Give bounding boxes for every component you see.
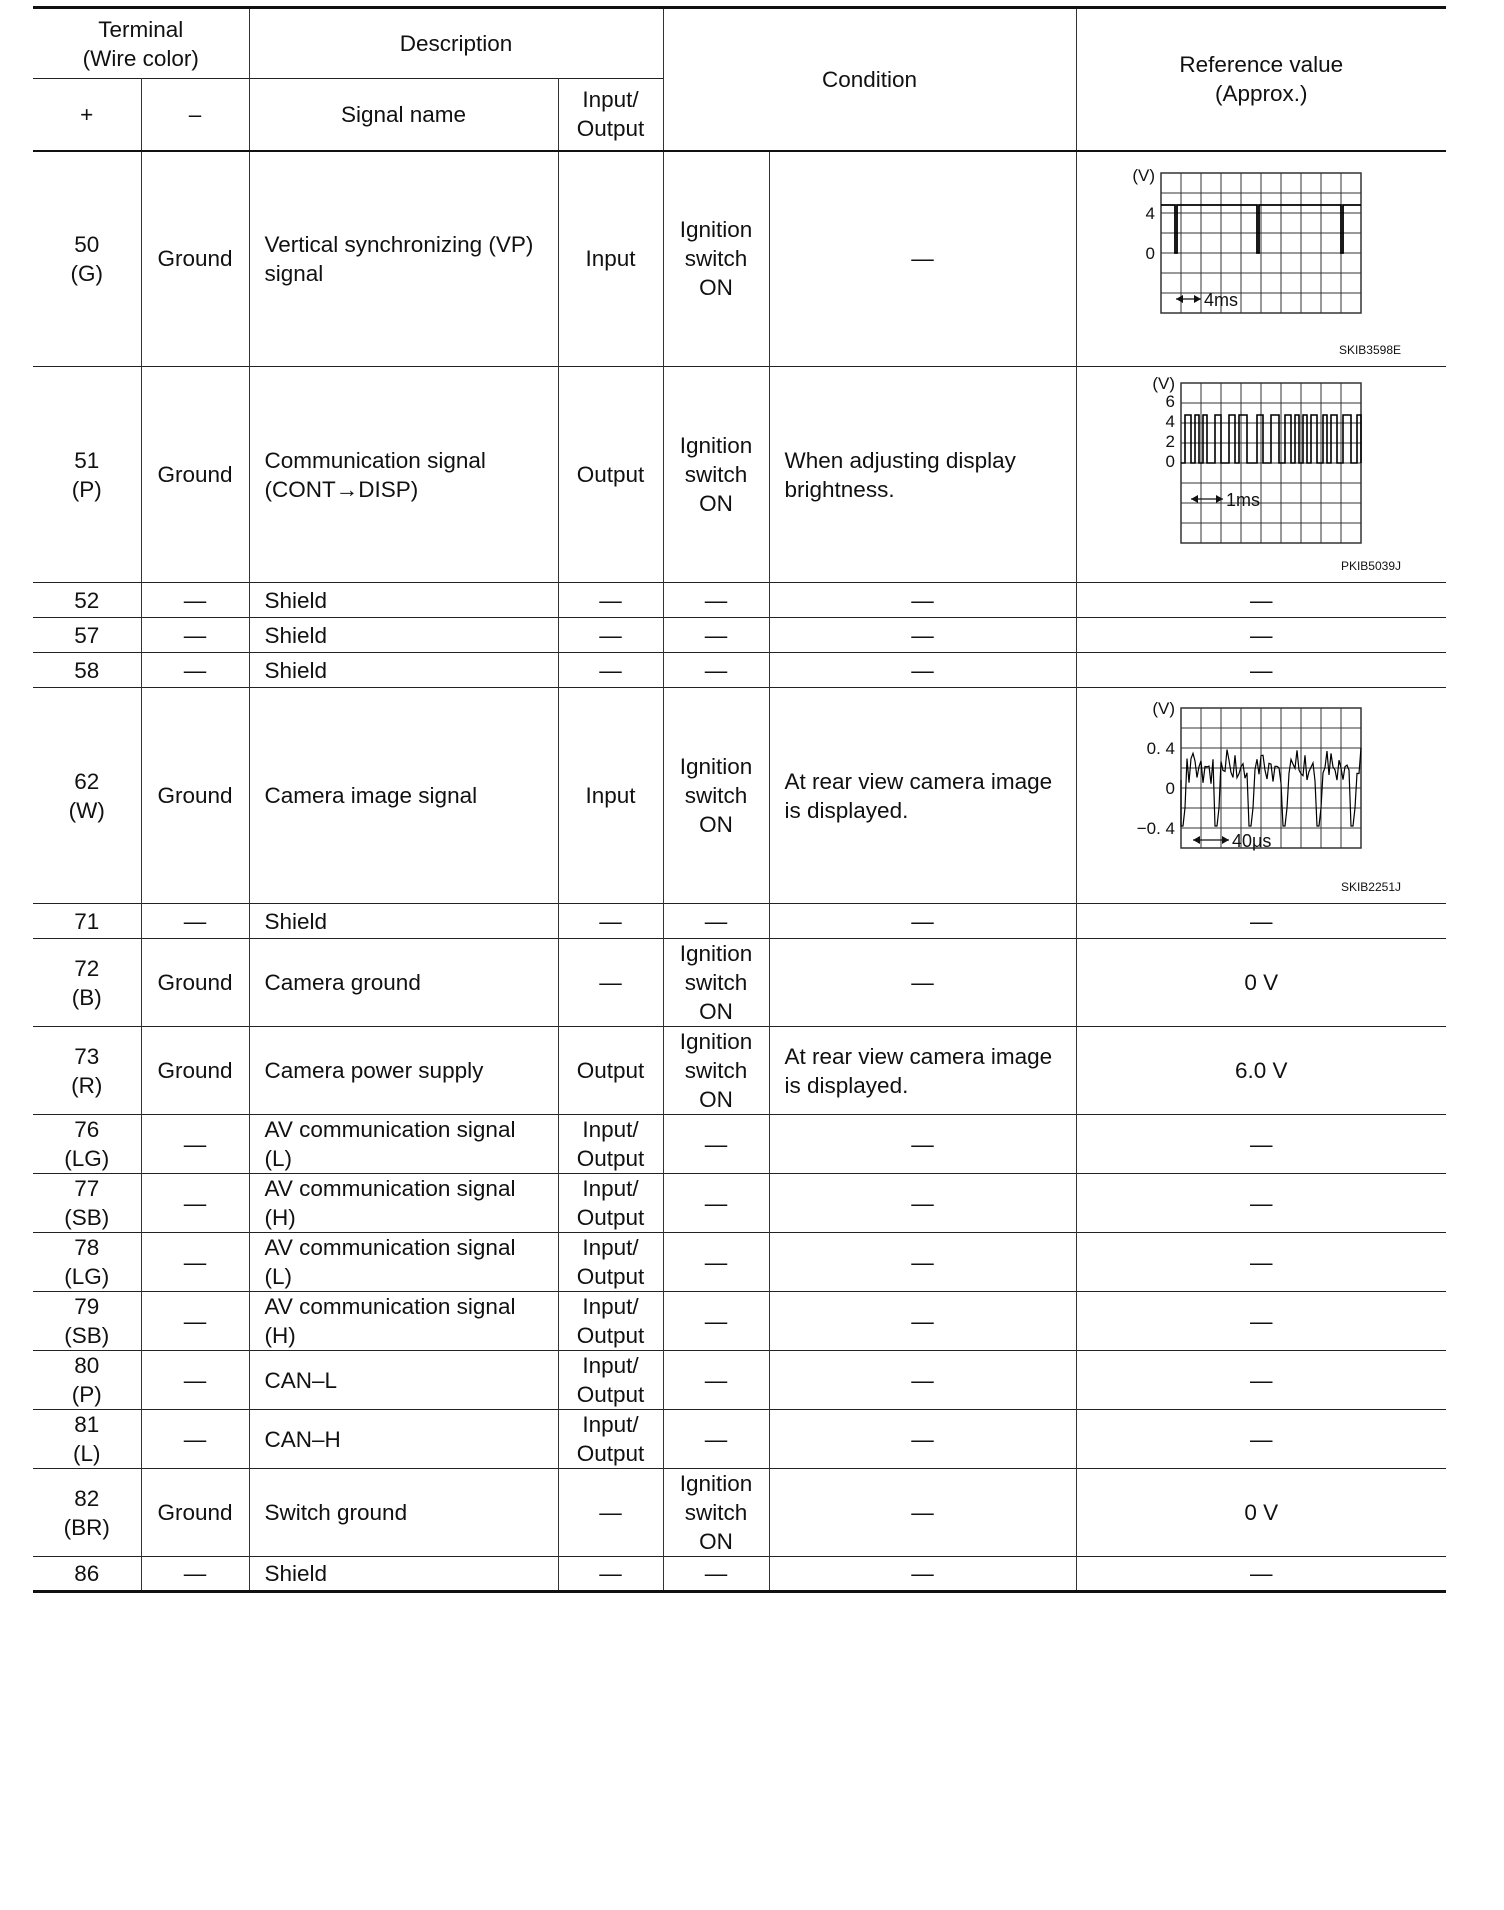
condition-detail-cell: When adjusting display brightness.	[769, 367, 1076, 583]
input-output-cell: Input	[558, 688, 663, 904]
table-row-15	[33, 1469, 1446, 1557]
condition-ignition-cell: Ignition switch ON	[663, 688, 769, 904]
reference-value-cell: —	[1076, 583, 1446, 618]
condition-detail-cell: —	[769, 1292, 1076, 1351]
table-row-16	[33, 1557, 1446, 1592]
terminal-minus-cell: Ground	[141, 939, 249, 1027]
table-row-13	[33, 1351, 1446, 1410]
signal-name-cell: Camera ground	[249, 939, 558, 1027]
camera-image-signal-waveform	[1111, 696, 1411, 896]
table-row-11	[33, 1233, 1446, 1292]
terminal-minus-cell: —	[141, 1115, 249, 1174]
terminal-minus-cell: Ground	[141, 151, 249, 367]
terminal-plus-cell: 52	[33, 583, 141, 618]
input-output-cell: Input/ Output	[558, 1174, 663, 1233]
condition-header: Condition	[663, 8, 1076, 151]
terminal-plus-cell: 58	[33, 653, 141, 688]
y-axis-label: 0	[1165, 778, 1176, 798]
condition-detail-cell: At rear view camera image is displayed.	[769, 688, 1076, 904]
reference-value-cell	[1076, 367, 1446, 583]
signal-name-cell: CAN–H	[249, 1410, 558, 1469]
reference-value-cell: 0 V	[1076, 1469, 1446, 1557]
signal-name-cell: AV communication signal (H)	[249, 1174, 558, 1233]
input-output-cell: —	[558, 618, 663, 653]
terminal-plus-cell: 80 (P)	[33, 1351, 141, 1410]
condition-ignition-cell: Ignition switch ON	[663, 939, 769, 1027]
reference-value-cell: —	[1076, 618, 1446, 653]
input-output-cell: —	[558, 583, 663, 618]
input-output-cell: —	[558, 653, 663, 688]
table-row-14	[33, 1410, 1446, 1469]
y-axis-label: 6	[1165, 391, 1176, 411]
table-row-8	[33, 1027, 1446, 1115]
time-scale-label: 1ms	[1226, 489, 1261, 510]
terminal-plus-cell: 57	[33, 618, 141, 653]
condition-ignition-cell: —	[663, 653, 769, 688]
reference-value-cell: —	[1076, 1233, 1446, 1292]
time-scale-marker	[1193, 836, 1229, 844]
signal-name-cell: Camera image signal	[249, 688, 558, 904]
table-row-1	[33, 367, 1446, 583]
terminal-plus-cell: 81 (L)	[33, 1410, 141, 1469]
input-output-cell: Input	[558, 151, 663, 367]
terminal-reference-table-sheet	[33, 6, 1446, 1593]
scope-grid	[1181, 708, 1361, 848]
table-row-7	[33, 939, 1446, 1027]
condition-ignition-cell: Ignition switch ON	[663, 367, 769, 583]
condition-detail-cell: —	[769, 1351, 1076, 1410]
condition-ignition-cell: —	[663, 618, 769, 653]
y-axis-label: 4	[1165, 411, 1176, 431]
condition-ignition-cell: —	[663, 1410, 769, 1469]
input-output-cell: Input/ Output	[558, 1351, 663, 1410]
signal-name-cell: Shield	[249, 618, 558, 653]
input-output-header: Input/ Output	[558, 79, 663, 151]
figure-reference-code: SKIB3598E	[1339, 342, 1402, 357]
signal-name-cell: Shield	[249, 1557, 558, 1592]
input-output-cell: Output	[558, 1027, 663, 1115]
y-axis-label: 2	[1165, 431, 1176, 451]
terminal-minus-cell: —	[141, 904, 249, 939]
y-axis-label: 0	[1165, 451, 1176, 471]
reference-value-cell: —	[1076, 1351, 1446, 1410]
reference-value-cell: —	[1076, 1410, 1446, 1469]
time-scale-marker	[1191, 495, 1223, 503]
terminal-plus-cell: 76 (LG)	[33, 1115, 141, 1174]
condition-detail-cell: —	[769, 1410, 1076, 1469]
table-row-0	[33, 151, 1446, 367]
terminal-plus-cell: 71	[33, 904, 141, 939]
terminal-plus-cell: 78 (LG)	[33, 1233, 141, 1292]
terminal-plus-cell: 79 (SB)	[33, 1292, 141, 1351]
terminal-minus-cell: —	[141, 653, 249, 688]
signal-name-cell: Shield	[249, 653, 558, 688]
condition-ignition-cell: —	[663, 1174, 769, 1233]
voltage-unit-label: (V)	[1152, 374, 1176, 393]
reference-value-cell: —	[1076, 653, 1446, 688]
terminal-header: Terminal (Wire color)	[33, 8, 249, 79]
figure-reference-code: PKIB5039J	[1341, 558, 1402, 573]
signal-name-cell: Camera power supply	[249, 1027, 558, 1115]
reference-value-cell	[1076, 151, 1446, 367]
input-output-cell: Output	[558, 367, 663, 583]
condition-ignition-cell: Ignition switch ON	[663, 1027, 769, 1115]
condition-detail-cell: —	[769, 653, 1076, 688]
condition-ignition-cell: —	[663, 583, 769, 618]
scope-grid	[1161, 173, 1361, 313]
table-row-6	[33, 904, 1446, 939]
communication-signal-waveform	[1111, 375, 1411, 575]
terminal-plus-cell: 86	[33, 1557, 141, 1592]
terminal-minus-cell: —	[141, 1174, 249, 1233]
table-row-4	[33, 653, 1446, 688]
figure-reference-code: SKIB2251J	[1341, 879, 1402, 894]
terminal-minus-cell: Ground	[141, 1027, 249, 1115]
terminal-plus-cell: 62 (W)	[33, 688, 141, 904]
reference-value-cell: —	[1076, 1174, 1446, 1233]
input-output-cell: —	[558, 1469, 663, 1557]
reference-value-header: Reference value (Approx.)	[1076, 8, 1446, 151]
reference-value-cell: —	[1076, 1292, 1446, 1351]
time-scale-label: 40μs	[1232, 830, 1272, 851]
signal-name-cell: Shield	[249, 583, 558, 618]
y-axis-label: −0. 4	[1136, 818, 1176, 838]
terminal-minus-cell: —	[141, 1410, 249, 1469]
reference-value-cell: —	[1076, 1115, 1446, 1174]
condition-detail-cell: —	[769, 1233, 1076, 1292]
table-row-2	[33, 583, 1446, 618]
terminal-minus-cell: —	[141, 583, 249, 618]
input-output-cell: —	[558, 904, 663, 939]
condition-ignition-cell: —	[663, 904, 769, 939]
input-output-cell: Input/ Output	[558, 1115, 663, 1174]
condition-ignition-cell: —	[663, 1292, 769, 1351]
condition-detail-cell: —	[769, 1469, 1076, 1557]
reference-value-cell	[1076, 688, 1446, 904]
reference-value-cell: 0 V	[1076, 939, 1446, 1027]
y-axis-label: 4	[1145, 203, 1156, 223]
input-output-cell: —	[558, 939, 663, 1027]
waveform-trace	[1181, 747, 1361, 825]
plus-header: +	[33, 79, 141, 151]
input-output-cell: —	[558, 1557, 663, 1592]
description-header: Description	[249, 8, 663, 79]
condition-detail-cell: At rear view camera image is displayed.	[769, 1027, 1076, 1115]
terminal-plus-cell: 50 (G)	[33, 151, 141, 367]
terminal-plus-cell: 77 (SB)	[33, 1174, 141, 1233]
voltage-unit-label: (V)	[1152, 698, 1176, 718]
table-row-9	[33, 1115, 1446, 1174]
terminal-plus-cell: 51 (P)	[33, 367, 141, 583]
condition-ignition-cell: —	[663, 1351, 769, 1410]
table-row-5	[33, 688, 1446, 904]
signal-name-cell: AV communication signal (L)	[249, 1115, 558, 1174]
condition-detail-cell: —	[769, 939, 1076, 1027]
terminal-minus-cell: Ground	[141, 367, 249, 583]
input-output-cell: Input/ Output	[558, 1292, 663, 1351]
condition-detail-cell: —	[769, 1557, 1076, 1592]
signal-name-header: Signal name	[249, 79, 558, 151]
terminal-minus-cell: Ground	[141, 1469, 249, 1557]
header-row-top	[33, 8, 1446, 79]
y-axis-label: 0	[1145, 243, 1156, 263]
condition-ignition-cell: —	[663, 1115, 769, 1174]
condition-ignition-cell: —	[663, 1557, 769, 1592]
terminal-plus-cell: 72 (B)	[33, 939, 141, 1027]
signal-name-cell: Communication signal (CONT→DISP)	[249, 367, 558, 583]
condition-detail-cell: —	[769, 583, 1076, 618]
table-row-10	[33, 1174, 1446, 1233]
condition-ignition-cell: Ignition switch ON	[663, 151, 769, 367]
time-scale-marker	[1176, 295, 1201, 303]
terminal-minus-cell: —	[141, 618, 249, 653]
terminal-reference-table	[33, 6, 1446, 1593]
reference-value-cell: 6.0 V	[1076, 1027, 1446, 1115]
time-scale-label: 4ms	[1204, 289, 1239, 310]
voltage-unit-label: (V)	[1132, 165, 1156, 185]
table-row-3	[33, 618, 1446, 653]
input-output-cell: Input/ Output	[558, 1410, 663, 1469]
signal-name-cell: Shield	[249, 904, 558, 939]
condition-ignition-cell: Ignition switch ON	[663, 1469, 769, 1557]
terminal-plus-cell: 73 (R)	[33, 1027, 141, 1115]
signal-name-cell: Vertical synchronizing (VP) signal	[249, 151, 558, 367]
minus-header: –	[141, 79, 249, 151]
signal-name-cell: Switch ground	[249, 1469, 558, 1557]
vp-signal-waveform	[1111, 159, 1411, 359]
reference-value-cell: —	[1076, 904, 1446, 939]
terminal-minus-cell: —	[141, 1351, 249, 1410]
condition-detail-cell: —	[769, 1115, 1076, 1174]
terminal-minus-cell: —	[141, 1557, 249, 1592]
y-axis-label: 0. 4	[1146, 738, 1176, 758]
terminal-plus-cell: 82 (BR)	[33, 1469, 141, 1557]
condition-detail-cell: —	[769, 904, 1076, 939]
signal-name-cell: CAN–L	[249, 1351, 558, 1410]
condition-detail-cell: —	[769, 1174, 1076, 1233]
condition-detail-cell: —	[769, 151, 1076, 367]
table-row-12	[33, 1292, 1446, 1351]
signal-name-cell: AV communication signal (L)	[249, 1233, 558, 1292]
waveform-trace	[1181, 415, 1361, 463]
condition-detail-cell: —	[769, 618, 1076, 653]
terminal-minus-cell: —	[141, 1233, 249, 1292]
reference-value-cell: —	[1076, 1557, 1446, 1592]
terminal-minus-cell: Ground	[141, 688, 249, 904]
condition-ignition-cell: —	[663, 1233, 769, 1292]
terminal-minus-cell: —	[141, 1292, 249, 1351]
signal-name-cell: AV communication signal (H)	[249, 1292, 558, 1351]
input-output-cell: Input/ Output	[558, 1233, 663, 1292]
